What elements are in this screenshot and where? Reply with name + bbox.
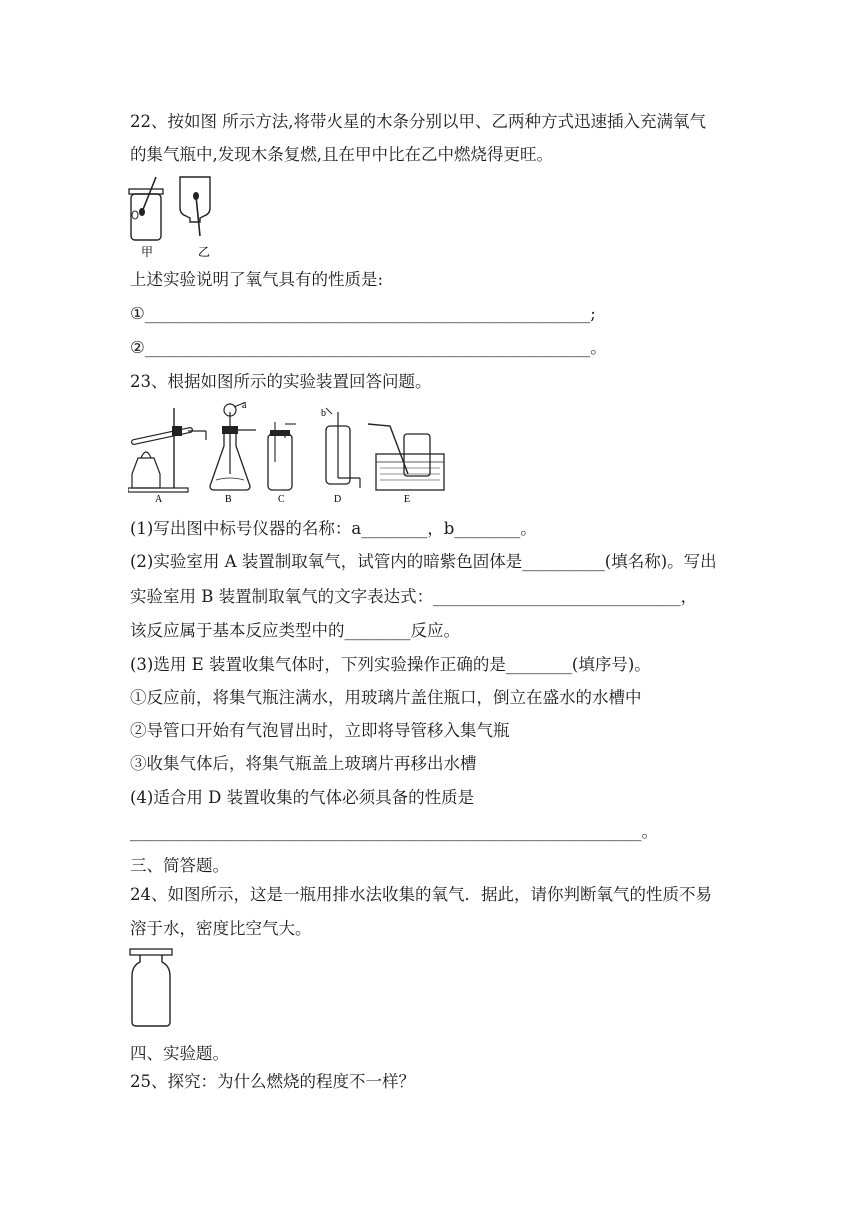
q23-option-3: ③收集气体后，将集气瓶盖上玻璃片再移出水槽 [130, 754, 477, 773]
q23-part-3: (3)选用 E 装置收集气体时，下列实验操作正确的是________(填序号)。 [130, 655, 651, 674]
apparatus-a [128, 408, 206, 492]
apparatus-e [368, 424, 444, 490]
q25-line: 25、探究：为什么燃烧的程度不一样？ [130, 1072, 415, 1091]
fig-label-yi: 乙 [198, 245, 211, 259]
apparatus-c [268, 422, 296, 490]
q23-part-4-blank: ______________________________________________________________。 [130, 822, 658, 841]
q24-gas-bottle-figure [128, 946, 178, 1028]
label-a: A [155, 494, 163, 505]
q23-option-1: ①反应前，将集气瓶注满水，用玻璃片盖住瓶口，倒立在盛水的水槽中 [130, 688, 642, 707]
q23-part-2-line-1: (2)实验室用 A 装置制取氧气，试管内的暗紫色固体是__________(填名称)。写出 [130, 552, 717, 571]
q22-line-1: 22、按如图 所示方法,将带火星的木条分别以甲、乙两种方式迅速插入充满氧气 [130, 112, 706, 131]
marker-b: b [321, 408, 326, 419]
q22-line-2: 的集气瓶中,发现木条复燃,且在甲中比在乙中燃烧得更旺。 [130, 145, 553, 164]
label-e: E [404, 494, 411, 505]
q22-line-3: 上述实验说明了氧气具有的性质是: [130, 270, 384, 289]
section-4-heading: 四、实验题。 [130, 1044, 229, 1063]
splint-yi [196, 196, 200, 236]
label-d: D [334, 494, 342, 505]
q24-line-1: 24、如图所示，这是一瓶用排水法收集的氧气．据此，请你判断氧气的性质不易 [130, 885, 712, 904]
q23-option-2: ②导管口开始有气泡冒出时，立即将导管移入集气瓶 [130, 721, 510, 740]
label-c: C [278, 494, 285, 505]
q22-blank-2: ②______________________________________________________。 [130, 338, 607, 357]
q22-blank-1: ①______________________________________________________; [130, 304, 596, 323]
q23-apparatus-figure [128, 402, 458, 506]
q23-part-2-line-3: 该反应属于基本反应类型中的________反应。 [130, 621, 460, 640]
apparatus-b [210, 402, 256, 490]
q23-part-2-line-2: 实验室用 B 装置制取氧气的文字表达式：______________________________， [130, 587, 698, 606]
apparatus-d [326, 408, 360, 488]
q23-title: 23、根据如图所示的实验装置回答问题。 [130, 372, 432, 391]
marker-a: a [242, 402, 247, 411]
q23-part-4: (4)适合用 D 装置收集的气体必须具备的性质是 [130, 788, 475, 807]
section-3-heading: 三、简答题。 [130, 856, 229, 875]
q24-line-2: 溶于水，密度比空气大。 [130, 919, 312, 938]
q22-figure [126, 172, 226, 260]
q23-part-1: (1)写出图中标号仪器的名称：a________，b________。 [130, 519, 537, 538]
label-b: B [225, 494, 232, 505]
fig-label-jia: 甲 [141, 245, 154, 259]
